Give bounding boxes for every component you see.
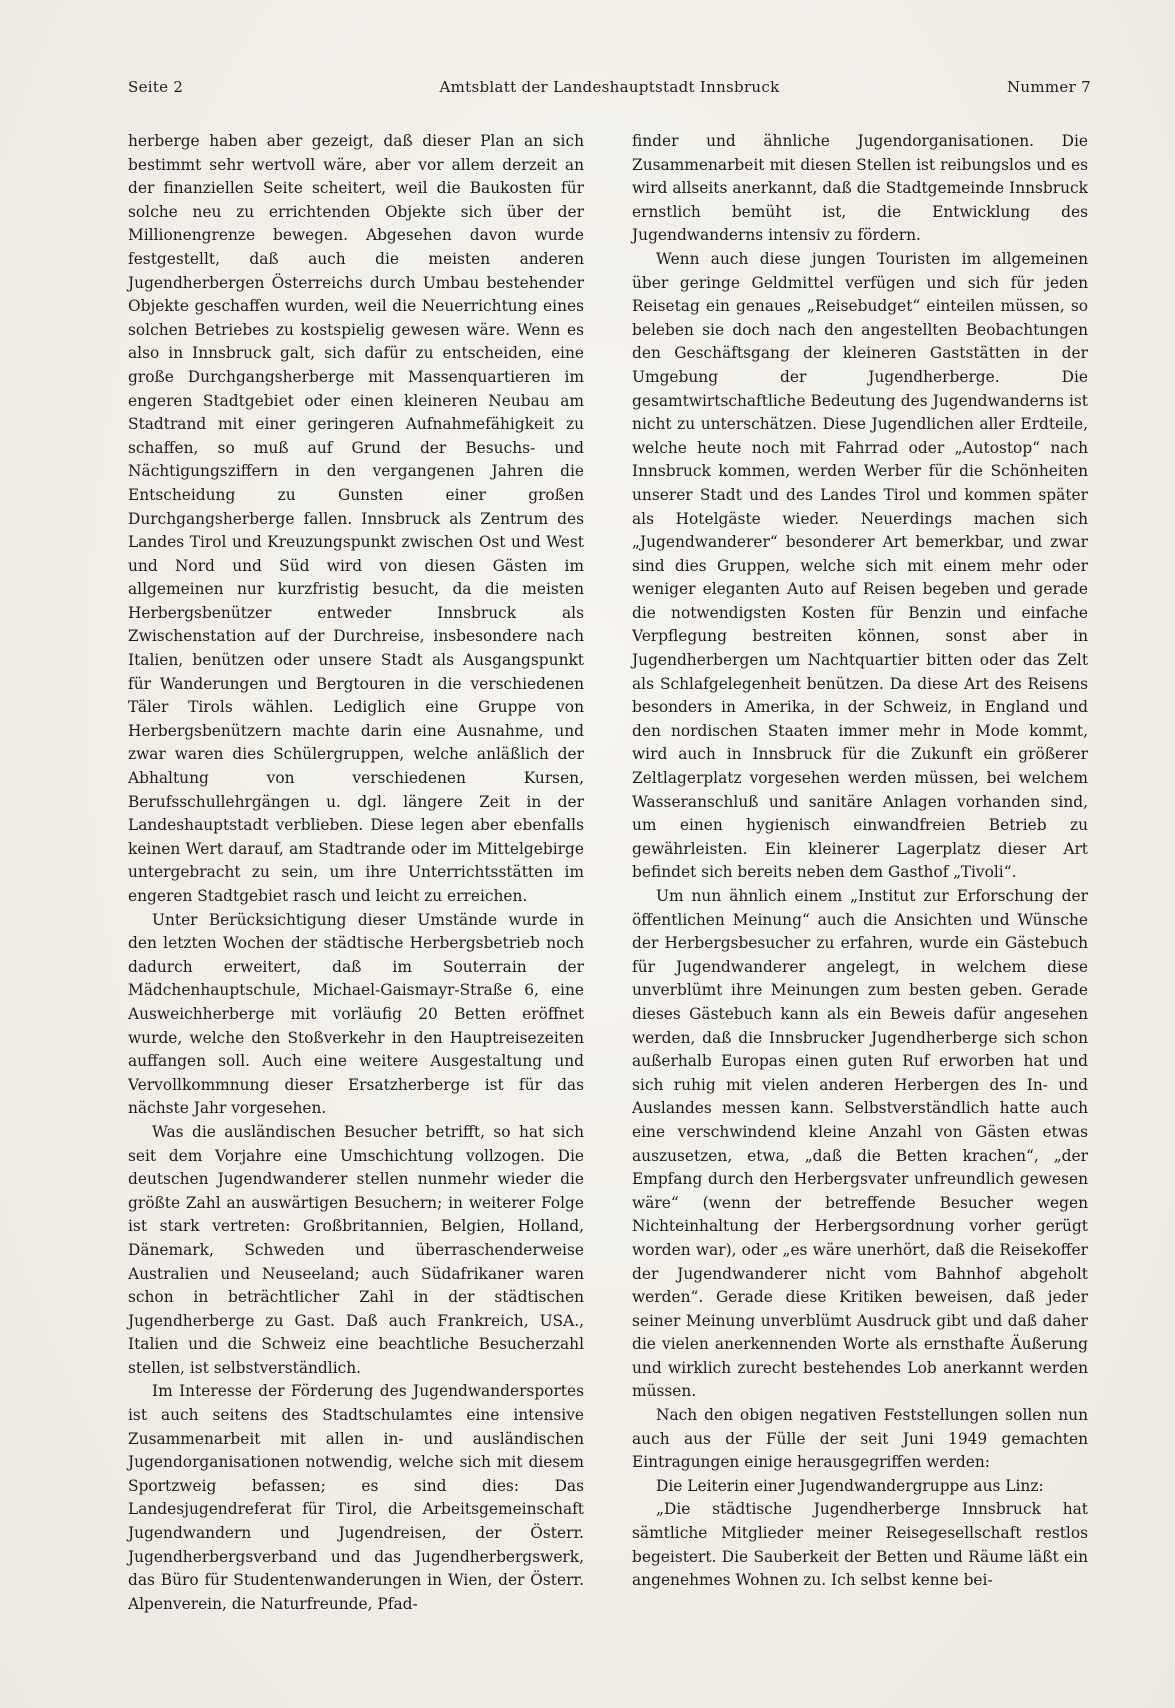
paragraph: Wenn auch diese jungen Touristen im allgemeinen über geringe Geldmittel verfügen und sich für jeden Reisetag ein genaues „Reisebudget“ einteilen müssen, so beleben sie doch nach den angestellten Beobachtungen den Geschäftsgang der kleineren Gaststätten in der Umgebung der Jugendherberge. Die gesamtwirtschaftliche Bedeutung des Jugendwanderns ist nicht zu unterschätzen. Diese Jugendlichen aller Erdteile, welche heute noch mit Fahrrad oder „Autostop“ nach Innsbruck kommen, werden Werber für die Schönheiten unserer Stadt und des Landes Tirol und kommen später als Hotelgäste wieder. Neuerdings machen sich „Jugendwanderer“ besonderer Art bemerkbar, und zwar sind dies Gruppen, welche sich mit einem mehr oder weniger eleganten Auto auf Reisen begeben und gerade die notwendigsten Kosten für Benzin und einfache Verpflegung bestreiten können, sonst aber in Jugendherbergen um Nachtquartier bitten oder das Zelt als Schlafgelegenheit benützen. Da diese Art des Reisens besonders in Amerika, in der Schweiz, in England und den nordischen Staaten immer mehr in Mode kommt, wird auch in Innsbruck für die Zukunft ein größerer Zeltlagerplatz vorgesehen werden müssen, bei welchem Wasseranschluß und sanitäre Anlagen vorhanden sind, um einen hygienisch einwandfreien Betrieb zu gewährleisten. Ein kleinerer Lagerplatz dieser Art befindet sich bereits neben dem Gasthof „Tivoli“. [632, 249, 1088, 882]
right-column [632, 130, 1088, 1593]
paragraph: Was die ausländischen Besucher betrifft, so hat sich seit dem Vorjahre eine Umschichtung vollzogen. Die deutschen Jugendwanderer stellen nunmehr wieder die größte Zahl an auswärtigen Besuchern; in weiterer Folge ist stark vertreten: Großbritannien, Belgien, Holland, Dänemark, Schweden und überraschenderweise Australien und Neuseeland; auch Südafrikaner waren schon in beträchtlicher Zahl in der städtischen Jugendherberge zu Gast. Daß auch Frankreich, USA., Italien und die Schweiz eine beachtliche Besucherzahl stellen, ist selbstverständlich. [128, 1122, 584, 1377]
issue-number: Nummer 7 [1007, 78, 1091, 96]
paragraph: finder und ähnliche Jugendorganisationen. Die Zusammenarbeit mit diesen Stellen ist reibungslos und es wird allseits anerkannt, daß die Stadtgemeinde Innsbruck ernstlich bemüht ist, die Entwicklung des Jugendwanderns intensiv zu fördern. [632, 132, 1088, 245]
paragraph: Die Leiterin einer Jugendwandergruppe aus Linz: [656, 1476, 1044, 1495]
paragraph: Unter Berücksichtigung dieser Umstände wurde in den letzten Wochen der städtische Herbergsbetrieb noch dadurch erweitert, daß im Souterrain der Mädchenhauptschule, Michael-Gaismayr-Straße 6, eine Ausweichherberge mit vorläufig 20 Betten eröffnet wurde, welche den Stoßverkehr in den Hauptreisezeiten auffangen soll. Auch eine weitere Ausgestaltung und Vervollkommnung dieser Ersatzherberge ist für das nächste Jahr vorgesehen. [128, 910, 584, 1118]
left-column [128, 130, 584, 1616]
page-header [128, 78, 1091, 106]
paragraph: Nach den obigen negativen Feststellungen sollen nun auch aus der Fülle der seit Juni 1949 gemachten Eintragungen einige herausgegriffen werden: [632, 1406, 1088, 1472]
paragraph: Um nun ähnlich einem „Institut zur Erforschung der öffentlichen Meinung“ auch die Ansichten und Wünsche der Herbergsbesucher zu erfahren, wurde ein Gästebuch für Jugendwanderer angelegt, in welchem diese unverblümt ihre Meinungen zum besten geben. Gerade dieses Gästebuch kann als ein Beweis dafür angesehen werden, daß die Innsbrucker Jugendherberge sich schon außerhalb Europas einen guten Ruf erworben hat und sich ruhig mit vielen anderen Herbergen des In- und Auslandes messen kann. Selbstverständlich hatte auch eine verschwindend kleine Anzahl von Gästen etwas auszusetzen, etwa, „daß die Betten krachen“, „der Empfang durch den Herbergsvater unfreundlich gewesen wäre“ (wenn der betreffende Besucher wegen Nichteinhaltung der Herbergsordnung vorher gerügt worden war), oder „es wäre unerhört, daß die Reisekoffer der Jugendwanderer nicht vom Bahnhof abgeholt werden“. Gerade diese Kritiken beweisen, daß jeder seiner Meinung unverblümt Ausdruck gibt und daß daher die vielen anerkennenden Worte als ernsthafte Äußerung und wirklich zurecht bestehendes Lob anerkannt werden müssen. [632, 887, 1088, 1401]
paragraph: herberge haben aber gezeigt, daß dieser Plan an sich bestimmt sehr wertvoll wäre, aber vor allem derzeit an der finanziellen Seite scheitert, weil die Baukosten für solche neu zu errichtenden Objekte sich über der Millionengrenze bewegen. Abgesehen davon wurde festgestellt, daß auch die meisten anderen Jugendherbergen Österreichs durch Umbau bestehender Objekte geschaffen wurden, weil die Neuerrichtung eines solchen Betriebes zu kostspielig gewesen wäre. Wenn es also in Innsbruck galt, sich dafür zu entscheiden, eine große Durchgangsherberge mit Massenquartieren im engeren Stadtgebiet oder einen kleineren Neubau am Stadtrand mit einer geringeren Aufnahmefähigkeit zu schaffen, so muß auf Grund der Besuchs- und Nächtigungsziffern in den vergangenen Jahren die Entscheidung zu Gunsten einer großen Durchgangsherberge fallen. Innsbruck als Zentrum des Landes Tirol und Kreuzungspunkt zwischen Ost und West und Nord und Süd wird von diesen Gästen im allgemeinen nur kurzfristig besucht, da die meisten Herbergsbenützer entweder Innsbruck als Zwischenstation auf der Durchreise, insbesondere nach Italien, benützen oder unsere Stadt als Ausgangspunkt für Wanderungen und Bergtouren in die verschiedenen Täler Tirols wählen. Lediglich eine Gruppe von Herbergsbenützern machte darin eine Ausnahme, und zwar waren dies Schülergruppen, welche anläßlich der Abhaltung von verschiedenen Kursen, Berufsschullehrgängen u. dgl. längere Zeit in der Landeshauptstadt verblieben. Diese legen aber ebenfalls keinen Wert darauf, am Stadtrande oder im Mittelgebirge untergebracht zu sein, um ihre Unterrichtsstätten im engeren Stadtgebiet rasch und leicht zu erreichen. [128, 132, 584, 905]
page-number: Seite 2 [128, 78, 184, 96]
paragraph: Im Interesse der Förderung des Jugendwandersportes ist auch seitens des Stadtschulamtes eine intensive Zusammenarbeit mit allen in- und ausländischen Jugendorganisationen notwendig, welche sich mit diesem Sportzweig befassen; es sind dies: Das Landesjugendreferat für Tirol, die Arbeitsgemeinschaft Jugendwandern und Jugendreisen, der Österr. Jugendherbergsverband und das Jugendherbergswerk, das Büro für Studentenwanderungen in Wien, der Österr. Alpenverein, die Naturfreunde, Pfad- [128, 1382, 584, 1613]
publication-title: Amtsblatt der Landeshauptstadt Innsbruck [439, 78, 780, 96]
paragraph: „Die städtische Jugendherberge Innsbruck hat sämtliche Mitglieder meiner Reisegesellschaft restlos begeistert. Die Sauberkeit der Betten und Räume läßt ein angenehmes Wohnen zu. Ich selbst kenne bei- [632, 1500, 1088, 1590]
